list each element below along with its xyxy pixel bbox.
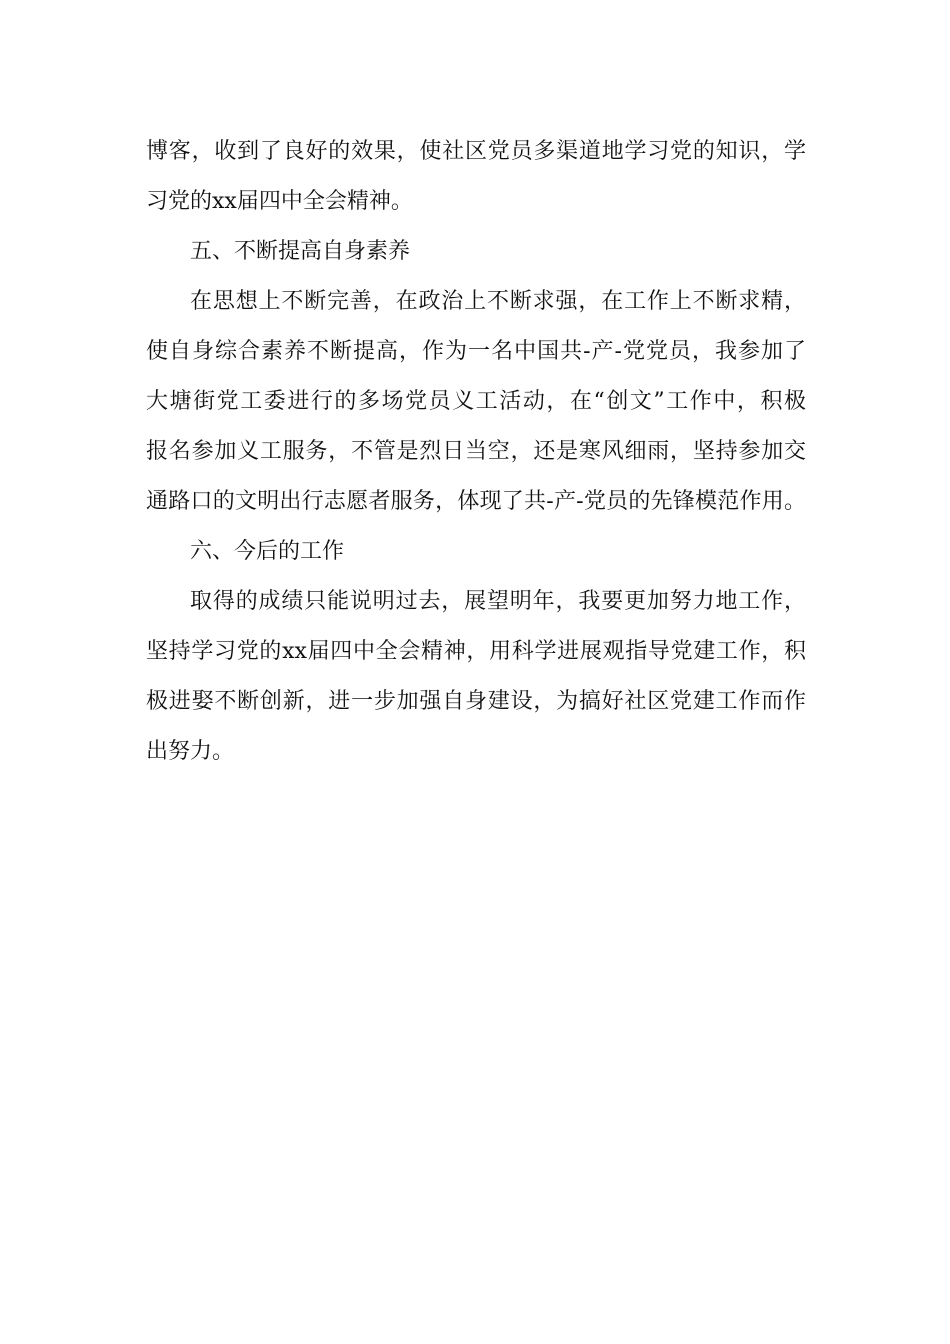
text-line: 通路口的文明出行志愿者服务，体现了共-产-党员的先锋模范作用。 — [146, 489, 806, 514]
paragraph-self-improvement — [146, 277, 806, 527]
text-line: 极进娶不断创新，进一步加强自身建设，为搞好社区党建工作而作 — [146, 689, 806, 714]
text-line: 在思想上不断完善，在政治上不断求强，在工作上不断求精， — [190, 289, 806, 314]
text-line: 出努力。 — [146, 739, 235, 764]
section-heading-5: 五、不断提高自身素养 — [190, 239, 411, 264]
text-line: 博客，收到了良好的效果，使社区党员多渠道地学习党的知识，学 — [146, 139, 806, 164]
text-line: 习党的xx届四中全会精神。 — [146, 189, 413, 214]
text-line: 取得的成绩只能说明过去，展望明年，我要更加努力地工作， — [190, 589, 806, 614]
text-line: 报名参加义工服务，不管是烈日当空，还是寒风细雨，坚持参加交 — [146, 439, 806, 464]
paragraph-future-work — [146, 577, 806, 777]
document-body — [146, 127, 806, 777]
text-line: 使自身综合素养不断提高，作为一名中国共-产-党党员，我参加了 — [146, 339, 806, 364]
paragraph-continuation — [146, 127, 806, 227]
section-heading-6: 六、今后的工作 — [190, 539, 345, 564]
text-line: 大塘街党工委进行的多场党员义工活动，在“创文”工作中，积极 — [146, 389, 806, 414]
text-line: 坚持学习党的xx届四中全会精神，用科学进展观指导党建工作，积 — [146, 639, 806, 664]
